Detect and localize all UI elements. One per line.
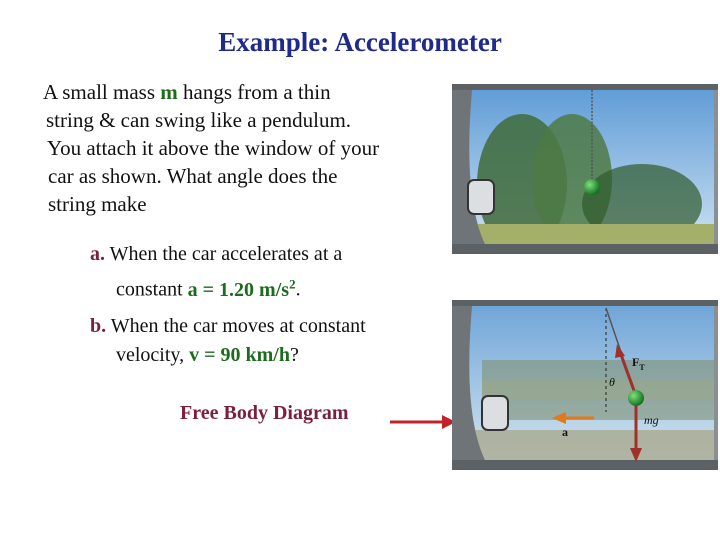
intro-line-5: string make — [48, 192, 147, 216]
question-a-line2 — [90, 269, 342, 305]
roof-frame — [452, 84, 718, 90]
question-b-marker: b. — [90, 315, 107, 337]
acceleration-label: a — [562, 425, 568, 439]
door-frame-bottom — [452, 244, 718, 254]
velocity-value: v = 90 km/h — [189, 344, 290, 366]
pendulum-mass — [628, 390, 644, 406]
car-window-photo-rest — [452, 84, 718, 254]
car-window-photo-accelerating — [452, 300, 718, 470]
tension-label-subscript: T — [639, 363, 645, 372]
blurred-ground — [472, 430, 714, 460]
question-b-line2-pre: velocity, — [116, 344, 190, 366]
acceleration-value — [187, 276, 296, 301]
door-frame-bottom — [452, 460, 718, 470]
question-b — [90, 312, 366, 370]
side-mirror — [482, 396, 508, 430]
side-mirror — [468, 180, 494, 214]
question-a-line2-post: . — [295, 278, 301, 301]
question-a-marker: a. — [90, 243, 105, 265]
intro-line-3: You attach it above the window of your — [47, 136, 380, 160]
ground — [472, 224, 714, 246]
question-b-line1: When the car moves at constant — [106, 315, 366, 337]
question-a-line2-pre: constant — [116, 278, 188, 301]
question-b-line2 — [90, 341, 366, 370]
weight-label: mg — [644, 413, 659, 427]
intro-line-2: string & can swing like a pendulum. — [46, 108, 352, 132]
intro-line-4: car as shown. What angle does the — [48, 164, 338, 188]
question-b-line2-post: ? — [289, 344, 299, 366]
intro-line-1-post: hangs from a thin — [177, 80, 331, 104]
red-arrow-icon — [388, 412, 458, 432]
mass-symbol: m — [160, 80, 178, 104]
question-a — [90, 240, 342, 305]
tension-label-main: F — [632, 355, 640, 369]
roof-frame — [452, 300, 718, 306]
pendulum-mass — [584, 179, 600, 195]
acceleration-value-text: a = 1.20 m/s — [187, 278, 290, 301]
intro-text — [40, 78, 440, 218]
intro-line-1 — [40, 78, 440, 106]
acceleration-exponent: 2 — [289, 276, 296, 291]
angle-label: θ — [609, 375, 615, 389]
question-a-line1: When the car accelerates at a — [105, 243, 343, 265]
slide-title: Example: Accelerometer — [218, 27, 502, 57]
free-body-diagram-label: Free Body Diagram — [180, 402, 349, 424]
intro-line-1-pre: A small mass — [43, 80, 161, 104]
